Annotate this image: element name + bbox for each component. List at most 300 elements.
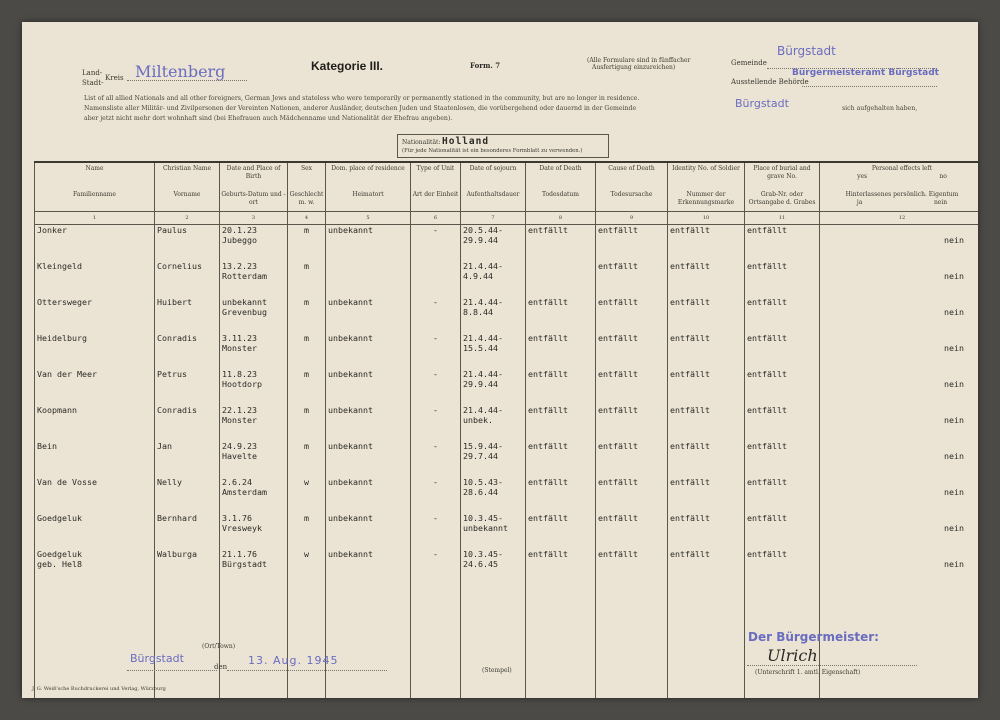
cell-birth-text: unbekannt (222, 296, 267, 307)
cell-vorname (155, 297, 220, 333)
cell-identity-text: entfällt (670, 368, 710, 379)
cell-sex (288, 369, 326, 405)
cell-death-cause-text: entfällt (598, 368, 638, 379)
empty-cell (461, 585, 526, 699)
cell-sex (288, 261, 326, 297)
cell-vorname-text: Conradis (157, 404, 197, 415)
cell-sex-text: m (304, 332, 309, 343)
cell-sex-text: m (304, 296, 309, 307)
kreis-line (127, 80, 247, 81)
cell-identity (668, 441, 745, 477)
col-header-burial-de: Grab-Nr. oder Ortsangabe d. Grabes (745, 189, 820, 212)
cell-sojourn-text: 28.6.44 (463, 486, 498, 497)
den-label: den (214, 663, 228, 671)
cell-sojourn (461, 513, 526, 549)
cell-death-cause (596, 441, 668, 477)
cell-burial (745, 297, 820, 333)
cell-death-date-text: entfällt (528, 404, 568, 415)
cell-sex-text: m (304, 512, 309, 523)
cell-identity-text: entfällt (670, 225, 710, 235)
cell-sojourn-text: 15.9.44- (463, 440, 503, 451)
cell-identity (668, 261, 745, 297)
nationality-value: Holland (442, 136, 490, 147)
behoerde-stamp: Bürgermeisteramt Bürgstadt (792, 68, 939, 78)
cell-name (35, 297, 155, 333)
cell-birth (220, 261, 288, 297)
cell-death-date (526, 513, 596, 549)
col-header-burial: Place of burial and grave No. (745, 162, 820, 189)
cell-burial-text: entfällt (747, 404, 787, 415)
empty-cell (526, 585, 596, 699)
header-row-english (35, 162, 979, 189)
cell-death-date (526, 369, 596, 405)
cell-name (35, 369, 155, 405)
cell-unit-text: - (433, 332, 438, 343)
cell-death-cause-text: entfällt (598, 404, 638, 415)
cell-vorname (155, 405, 220, 441)
cell-unit (411, 333, 461, 369)
cell-death-cause-text: entfällt (598, 476, 638, 487)
cell-sojourn (461, 477, 526, 513)
cell-identity (668, 513, 745, 549)
cell-birth-text: Monster (222, 414, 257, 425)
col-num-7: 7 (461, 212, 526, 225)
cell-effects-text: nein (944, 378, 964, 389)
cell-unit (411, 441, 461, 477)
col-header-death-cause: Cause of Death (596, 162, 668, 189)
cell-sojourn-text: 29.7.44 (463, 450, 498, 461)
cell-sojourn-text: unbek. (463, 414, 493, 425)
cell-unit-text: - (433, 225, 438, 235)
stempel-label: (Stempel) (482, 667, 512, 674)
cell-birth-text: 13.2.23 (222, 260, 257, 271)
col-header-birth-de: Geburts-Datum und -ort (220, 189, 288, 212)
cell-death-date-text: entfällt (528, 368, 568, 379)
cell-birth (220, 297, 288, 333)
cell-burial-text: entfällt (747, 368, 787, 379)
cell-sojourn-text: 21.4.44- (463, 368, 503, 379)
cell-birth (220, 477, 288, 513)
buergermeister-stamp: Der Bürgermeister: (748, 630, 879, 644)
col-header-effects-en: Personal effects left (871, 165, 933, 172)
cell-effects (820, 225, 979, 261)
cell-identity-text: entfällt (670, 548, 710, 559)
cell-effects (820, 477, 979, 513)
cell-residence (326, 513, 411, 549)
cell-identity (668, 477, 745, 513)
cell-sojourn-text: 29.9.44 (463, 235, 498, 245)
cell-unit (411, 549, 461, 585)
intro-line-3: aber jetzt nicht mehr dort wohnhaft sind (bei Ehefrauen auch Mädchenname und Nationalität der Ehefrau angeben). (84, 115, 453, 122)
table-body (35, 225, 979, 699)
cell-sex (288, 297, 326, 333)
date-line (227, 670, 387, 671)
cell-death-date-text: entfällt (528, 296, 568, 307)
cell-sojourn-text: 10.3.45- (463, 512, 503, 523)
col-num-5: 5 (326, 212, 411, 225)
cell-birth-text: Hootdorp (222, 378, 262, 389)
col-num-3: 3 (220, 212, 288, 225)
table-row (35, 261, 979, 297)
col-num-6: 6 (411, 212, 461, 225)
cell-death-date-text: entfällt (528, 548, 568, 559)
cell-burial-text: entfällt (747, 332, 787, 343)
cell-birth-text: 11.8.23 (222, 368, 257, 379)
effects-no: no (939, 173, 947, 180)
cell-burial (745, 441, 820, 477)
cell-vorname-text: Huibert (157, 296, 192, 307)
cell-identity (668, 549, 745, 585)
cell-sex-text: m (304, 404, 309, 415)
cell-identity-text: entfällt (670, 512, 710, 523)
cell-residence (326, 477, 411, 513)
cell-vorname (155, 477, 220, 513)
col-num-9: 9 (596, 212, 668, 225)
cell-name (35, 549, 155, 585)
cell-unit (411, 405, 461, 441)
cell-identity-text: entfällt (670, 476, 710, 487)
cell-effects (820, 297, 979, 333)
cell-death-date (526, 441, 596, 477)
cell-name (35, 225, 155, 261)
cell-effects-text: nein (944, 235, 964, 245)
cell-effects (820, 513, 979, 549)
cell-effects-text: nein (944, 342, 964, 353)
col-num-10: 10 (668, 212, 745, 225)
cell-sex (288, 225, 326, 261)
cell-sex (288, 405, 326, 441)
cell-birth-text: Amsterdam (222, 486, 267, 497)
cell-identity-text: entfällt (670, 260, 710, 271)
col-num-8: 8 (526, 212, 596, 225)
cell-burial (745, 261, 820, 297)
cell-birth-text: Havelte (222, 450, 257, 461)
cell-residence (326, 225, 411, 261)
cell-death-date-text: entfällt (528, 332, 568, 343)
cell-sojourn (461, 369, 526, 405)
kreis-label: Kreis (105, 74, 124, 82)
col-num-4: 4 (288, 212, 326, 225)
cell-sojourn-text: 21.4.44- (463, 404, 503, 415)
cell-name-text: Ottersweger (37, 296, 92, 307)
cell-vorname (155, 261, 220, 297)
empty-cell (411, 585, 461, 699)
cell-identity (668, 369, 745, 405)
cell-residence-text: unbekannt (328, 296, 373, 307)
cell-sojourn-text: 21.4.44- (463, 260, 503, 271)
col-num-12: 12 (820, 212, 979, 225)
cell-effects (820, 405, 979, 441)
cell-unit (411, 225, 461, 261)
table-row (35, 441, 979, 477)
cell-death-cause (596, 477, 668, 513)
cell-name-text: Bein (37, 440, 57, 451)
cell-death-cause (596, 405, 668, 441)
cell-burial (745, 477, 820, 513)
cell-sojourn (461, 297, 526, 333)
form-title: Kategorie III. (311, 59, 384, 73)
cell-vorname-text: Bernhard (157, 512, 197, 523)
cell-name (35, 441, 155, 477)
col-header-sex: Sex (288, 162, 326, 189)
cell-birth-text: Rotterdam (222, 270, 267, 281)
cell-sojourn-text: 4.9.44 (463, 270, 493, 281)
cell-residence-text: unbekannt (328, 332, 373, 343)
cell-residence-text: unbekannt (328, 440, 373, 451)
cell-effects (820, 261, 979, 297)
cell-death-cause (596, 369, 668, 405)
date-stamp: 13. Aug. 1945 (248, 654, 339, 667)
cell-birth (220, 369, 288, 405)
cell-burial (745, 369, 820, 405)
cell-birth (220, 225, 288, 261)
cell-death-date (526, 549, 596, 585)
table-row (35, 369, 979, 405)
cell-sojourn (461, 333, 526, 369)
col-header-identity-de: Nummer der Erkennungsmarke (668, 189, 745, 212)
cell-death-cause (596, 549, 668, 585)
cell-sojourn-text: 20.5.44- (463, 225, 503, 235)
cell-birth-text: Bürgstadt (222, 558, 267, 569)
effects-ja: ja (856, 199, 863, 206)
cell-effects-text: nein (944, 414, 964, 425)
cell-sex-text: m (304, 440, 309, 451)
empty-cell (326, 585, 411, 699)
cell-unit-text: - (433, 296, 438, 307)
cell-residence-text: unbekannt (328, 225, 373, 235)
cell-vorname (155, 549, 220, 585)
intro-line-2: Namensliste aller Militär- und Zivilpersonen der Vereinten Nationen, anderer Ausländer, deutschen Juden und Staatenlosen, die vorübergehend oder dauernd in der Gemeinde (84, 105, 637, 112)
cell-burial-text: entfällt (747, 476, 787, 487)
col-header-name: Name (35, 162, 155, 189)
cell-burial-text: entfällt (747, 225, 787, 235)
table-row (35, 225, 979, 261)
printer-imprint: J. G. Weiß'sche Buchdruckerei und Verlag, Würzburg (32, 686, 166, 692)
intro-line-1: List of all allied Nationals and all other foreigners, German Jews and stateless who were temporarily or permanently stationed in the community, but are no longer in residence. (84, 95, 640, 102)
cell-death-date-text: entfällt (528, 440, 568, 451)
cell-vorname-text: Jan (157, 440, 172, 451)
nationality-label: Nationalität: (402, 139, 441, 146)
cell-name-text: Heidelburg (37, 332, 87, 343)
cell-birth (220, 405, 288, 441)
empty-cell (288, 585, 326, 699)
col-header-birth: Date and Place of Birth (220, 162, 288, 189)
cell-residence-text: unbekannt (328, 476, 373, 487)
intro-place-stamp: Bürgstadt (735, 97, 789, 110)
cell-residence-text: unbekannt (328, 512, 373, 523)
cell-residence (326, 549, 411, 585)
col-header-sojourn-de: Aufenthaltsdauer (461, 189, 526, 212)
cell-effects (820, 369, 979, 405)
cell-sex-text: m (304, 225, 309, 235)
cell-residence (326, 297, 411, 333)
col-header-sojourn: Date of sojourn (461, 162, 526, 189)
cell-death-date (526, 297, 596, 333)
cell-burial (745, 333, 820, 369)
effects-yes-no-en (821, 173, 978, 181)
table-row (35, 405, 979, 441)
behoerde-label: Ausstellende Behörde (731, 78, 809, 86)
cell-birth-text: Jubeggo (222, 235, 257, 245)
cell-effects-text: nein (944, 450, 964, 461)
effects-ja-nein-de (821, 199, 978, 207)
cell-identity (668, 333, 745, 369)
col-header-unit: Type of Unit (411, 162, 461, 189)
ort-stamp: Bürgstadt (130, 652, 184, 665)
stadt-label: Stadt- (82, 79, 104, 87)
gemeinde-label: Gemeinde (731, 59, 767, 67)
cell-vorname-text: Conradis (157, 332, 197, 343)
cell-death-date (526, 261, 596, 297)
cell-death-cause (596, 513, 668, 549)
table-row (35, 513, 979, 549)
table-row (35, 297, 979, 333)
cell-sex-text: m (304, 368, 309, 379)
cell-vorname-text: Petrus (157, 368, 187, 379)
cell-identity (668, 225, 745, 261)
cell-burial (745, 513, 820, 549)
cell-birth-text: 20.1.23 (222, 225, 257, 235)
cell-death-cause-text: entfällt (598, 332, 638, 343)
cell-unit-text: - (433, 548, 438, 559)
col-header-death-cause-de: Todesursache (596, 189, 668, 212)
empty-cell (668, 585, 745, 699)
cell-name-text: Kleingeld (37, 260, 82, 271)
cell-sojourn-text: 29.9.44 (463, 378, 498, 389)
cell-death-cause-text: entfällt (598, 225, 638, 235)
cell-death-cause (596, 261, 668, 297)
cell-sojourn-text: 21.4.44- (463, 296, 503, 307)
cell-death-date-text: entfällt (528, 225, 568, 235)
cell-death-cause-text: entfällt (598, 548, 638, 559)
cell-identity-text: entfällt (670, 440, 710, 451)
col-header-christian-name-de: Vorname (155, 189, 220, 212)
table-row (35, 477, 979, 513)
ort-line (127, 670, 217, 671)
cell-death-cause (596, 225, 668, 261)
cell-unit (411, 261, 461, 297)
cell-birth-text: 24.9.23 (222, 440, 257, 451)
cell-residence-text: unbekannt (328, 404, 373, 415)
cell-birth-text: 21.1.76 (222, 548, 257, 559)
cell-identity (668, 405, 745, 441)
cell-identity-text: entfällt (670, 296, 710, 307)
persons-table (34, 161, 978, 698)
cell-sojourn-text: 21.4.44- (463, 332, 503, 343)
cell-birth (220, 549, 288, 585)
cell-vorname (155, 333, 220, 369)
cell-death-date (526, 405, 596, 441)
cell-residence (326, 405, 411, 441)
cell-death-cause (596, 297, 668, 333)
col-header-residence: Dom. place of residence (326, 162, 411, 189)
effects-yes: yes (857, 173, 868, 180)
copies-note-2: Ausfertigung einzureichen) (592, 64, 676, 71)
cell-birth-text: Monster (222, 342, 257, 353)
unterschrift-label: (Unterschrift 1. amtl. Eigenschaft) (755, 669, 861, 676)
form-number: Form. 7 (470, 61, 501, 70)
cell-sojourn (461, 261, 526, 297)
cell-name-text: Koopmann (37, 404, 77, 415)
cell-death-date-text: entfällt (528, 476, 568, 487)
cell-unit (411, 369, 461, 405)
cell-sojourn-text: 15.5.44 (463, 342, 498, 353)
cell-vorname (155, 513, 220, 549)
cell-effects-text: nein (944, 486, 964, 497)
signature-line (747, 665, 917, 666)
cell-sojourn (461, 441, 526, 477)
col-header-christian-name: Christian Name (155, 162, 220, 189)
col-header-death-date: Date of Death (526, 162, 596, 189)
cell-identity (668, 297, 745, 333)
col-header-effects-de-text: Hinterlassenes persönlich. Eigentum (845, 191, 959, 198)
cell-unit-text: - (433, 368, 438, 379)
cell-name (35, 261, 155, 297)
cell-birth (220, 333, 288, 369)
cell-unit-text: - (433, 440, 438, 451)
cell-vorname-text: Walburga (157, 548, 197, 559)
col-header-death-date-de: Todesdatum (526, 189, 596, 212)
cell-effects (820, 441, 979, 477)
cell-burial (745, 549, 820, 585)
intro-line-2-end: sich aufgehalten haben, (842, 105, 918, 112)
cell-sex-text: w (304, 548, 309, 559)
cell-effects-text: nein (944, 558, 964, 569)
cell-sojourn-text: 8.8.44 (463, 306, 493, 317)
cell-birth-text: 3.11.23 (222, 332, 257, 343)
cell-sex (288, 441, 326, 477)
cell-birth (220, 513, 288, 549)
signature: Ulrich (767, 646, 818, 665)
cell-burial-text: entfällt (747, 548, 787, 559)
col-header-effects-de (820, 189, 979, 212)
cell-vorname (155, 369, 220, 405)
copies-note-1: (Alle Formulare sind in fünffacher (587, 57, 691, 64)
cell-birth-text: Grevenbug (222, 306, 267, 317)
cell-name-text: Van der Meer (37, 368, 97, 379)
cell-sojourn-text: unbekannt (463, 522, 508, 533)
cell-death-date (526, 333, 596, 369)
col-num-11: 11 (745, 212, 820, 225)
cell-sojourn-text: 10.3.45- (463, 548, 503, 559)
cell-effects-text: nein (944, 306, 964, 317)
cell-effects-text: nein (944, 522, 964, 533)
cell-sojourn-text: 10.5.43- (463, 476, 503, 487)
cell-death-date (526, 477, 596, 513)
col-header-effects (820, 162, 979, 189)
cell-burial-text: entfällt (747, 296, 787, 307)
kreis-value: Miltenberg (135, 62, 226, 81)
cell-birth-text: 22.1.23 (222, 404, 257, 415)
cell-sojourn-text: 24.6.45 (463, 558, 498, 569)
nationality-note: (Für jede Nationalität ist ein besonderes Formblatt zu verwenden.) (402, 148, 583, 154)
cell-unit-text: - (433, 404, 438, 415)
cell-residence (326, 441, 411, 477)
cell-birth (220, 441, 288, 477)
cell-effects-text: nein (944, 270, 964, 281)
form-sheet (22, 22, 978, 698)
cell-unit-text: - (433, 476, 438, 487)
cell-residence (326, 333, 411, 369)
cell-death-cause-text: entfällt (598, 260, 638, 271)
cell-birth-text: 2.6.24 (222, 476, 252, 487)
cell-sex (288, 549, 326, 585)
gemeinde-stamp: Bürgstadt (777, 44, 836, 58)
col-header-residence-de: Heimatort (326, 189, 411, 212)
cell-sojourn (461, 549, 526, 585)
cell-sex (288, 477, 326, 513)
cell-burial (745, 405, 820, 441)
